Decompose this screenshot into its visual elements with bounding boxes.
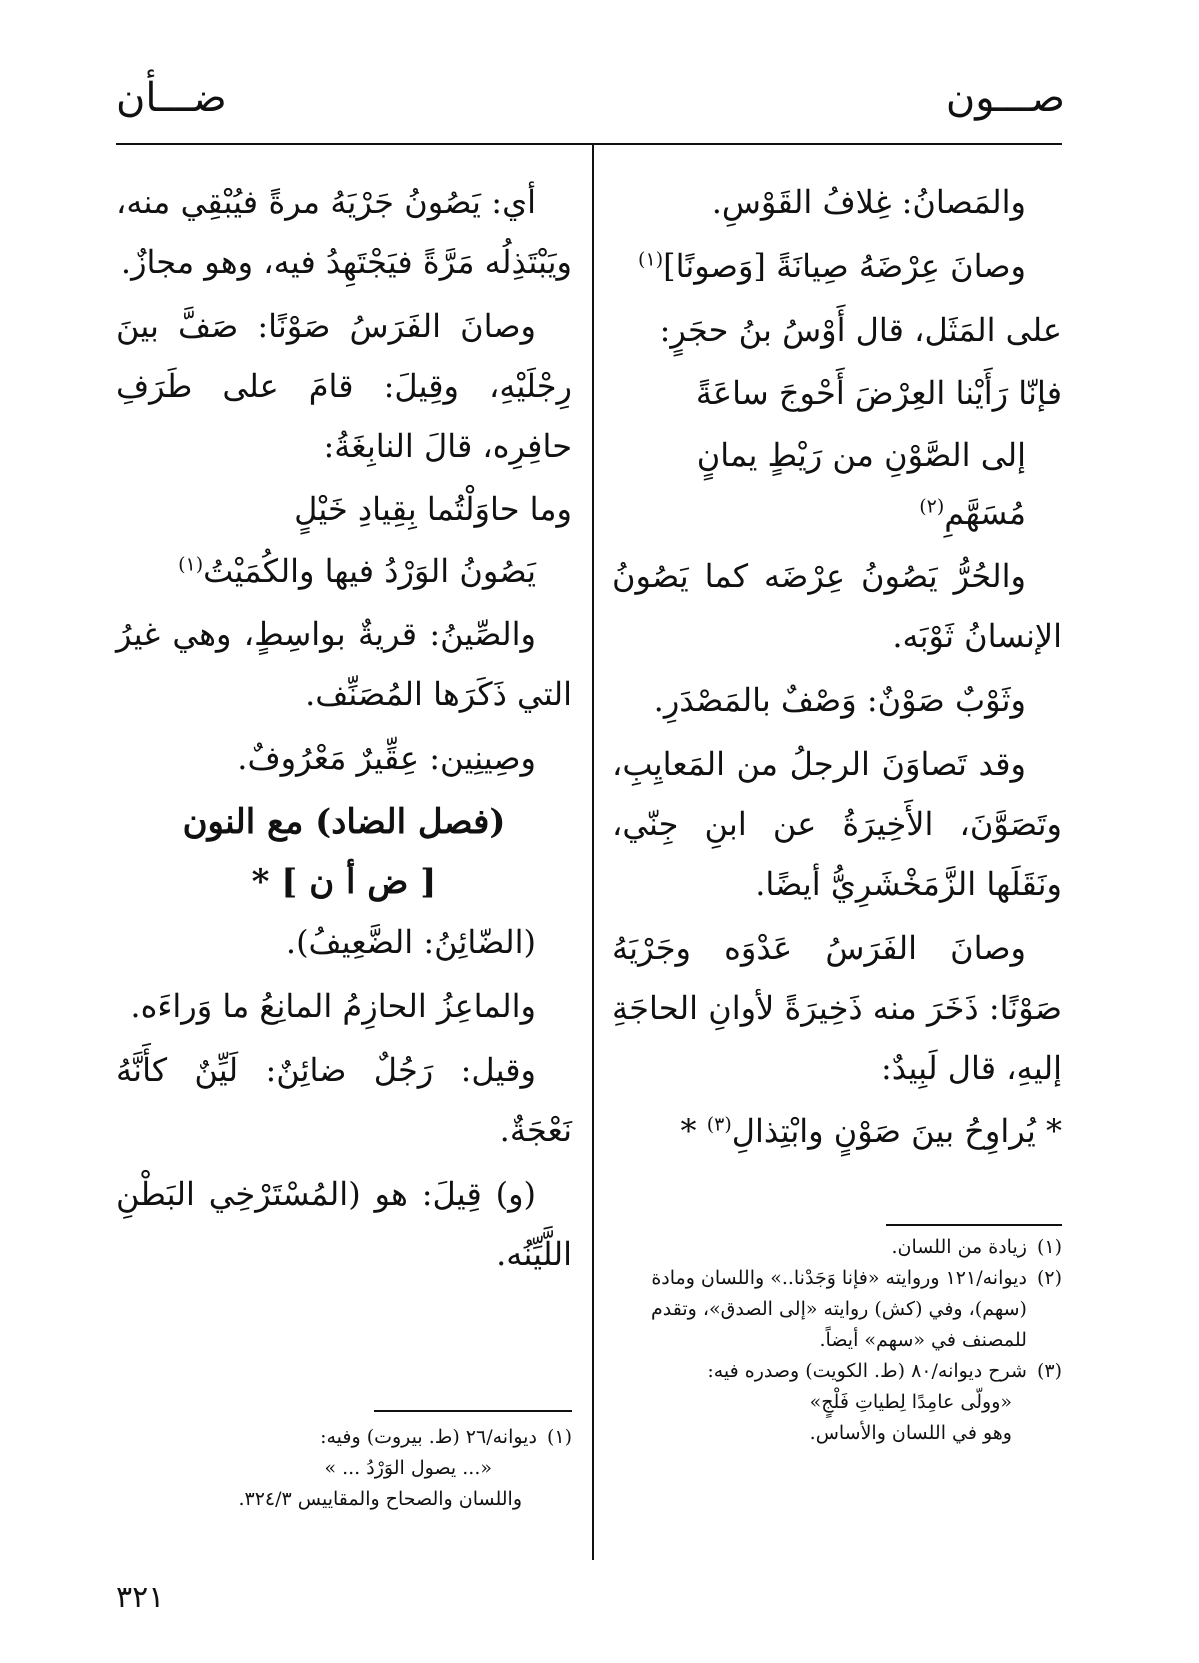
footnote-number: (٢) [1036, 1267, 1062, 1289]
right-column [612, 172, 1062, 1164]
paragraph: وصانَ الفَرَسُ عَدْوَه وجَرْيَهُ صَوْنًا: ذَخَرَ منه ذَخِيرَةً لأوانِ الحاجَةِ إليهِ، قال لَبِيدٌ: [612, 929, 1062, 1087]
footnote-marker: (٢) [919, 495, 945, 518]
page-number: ٣٢١ [116, 1580, 165, 1615]
footnote [612, 1232, 1062, 1263]
paragraph [612, 236, 1062, 296]
paragraph: (و) قِيلَ: هو (المُسْتَرْخِي البَطْنِ اللَّيِّنُه. [116, 1175, 572, 1273]
footnote-quote: «... يصول الوَرْدُ ... » [324, 1457, 492, 1479]
footnote-marker: (١) [638, 248, 664, 271]
footnote [612, 1263, 1062, 1356]
paragraph: على المَثَل، قال أَوْسُ بنُ حجَرٍ: [659, 311, 1062, 349]
verse-line [612, 426, 1062, 542]
verse-line: فإنّا رَأَيْنا العِرْضَ أَحْوجَ ساعَةً [695, 374, 1062, 412]
paragraph: والصِّينُ: قريةٌ بواسِطٍ، وهي غيرُ التي ذَكَرَها المُصَنِّف. [116, 615, 572, 713]
verse-text: يَصُونُ الوَرْدُ فيها والكُمَيْتُ [203, 552, 536, 590]
paragraph: وقد تَصاوَنَ الرجلُ من المَعايِبِ، وتَصَوَّنَ، الأَخِيرَةُ عن ابنِ جِنّي، ونَقَلَها الزَّمَخْشَرِيُّ أيضًا. [612, 745, 1062, 903]
column-divider [592, 143, 594, 1560]
footnote-number: (١) [546, 1426, 572, 1448]
running-head-right: صـــون [945, 75, 1065, 121]
footnote [116, 1422, 572, 1453]
running-head-left: ضـــأن [116, 75, 227, 121]
footnote-text: شرح ديوانه/٨٠ (ط. الكويت) وصدره فيه: [707, 1360, 1027, 1382]
paragraph: (الضّائِنُ: الضَّعِيفُ). [285, 923, 536, 961]
verse-text: * يُراوِحُ بينَ صَوْنٍ وابْتِذالِ [731, 1112, 1062, 1150]
left-column [116, 172, 572, 1288]
paragraph-text: وصانَ عِرْضَهُ صِيانَةً [وَصونًا] [663, 247, 1026, 285]
footnote-text: زيادة من اللسان. [891, 1236, 1027, 1258]
footnote-text: ديوانه/٢٦ (ط. بيروت) وفيه: [320, 1426, 537, 1448]
paragraph: والماعِزُ الحازِمُ المانِعُ ما وَراءَه. [130, 987, 536, 1025]
section-title: (فصل الضاد) مع النون [182, 802, 506, 842]
paragraph: وصِينِين: عِقِّيرٌ مَعْرُوفٌ. [237, 739, 536, 777]
footnote-text: وهو في اللسان والأساس. [809, 1422, 1012, 1444]
paragraph: والحُرُّ يَصُونُ عِرْضَه كما يَصُونُ الإنسانُ ثَوْبَه. [612, 557, 1062, 655]
footnote-text: ديوانه/١٢١ وروايته «فإنا وَجَدْنا..» واللسان ومادة (سهم)، وفي (كش) روايته «إلى الصدق»، وتقدم للمصنف في «سهم» أيضاً. [651, 1267, 1027, 1351]
paragraph: وصانَ الفَرَسُ صَوْنًا: صَفَّ بينَ رِجْلَيْهِ، وقِيلَ: قامَ على طَرَفِ حافِرِه، قالَ النابِغَةُ: [116, 307, 572, 465]
verse-end-mark: * [680, 1112, 707, 1150]
footnote-number: (١) [1036, 1236, 1062, 1258]
footnote-text: واللسان والصحاح والمقاييس ٣٢٤/٣. [238, 1488, 522, 1510]
footnote [612, 1356, 1062, 1387]
root-heading: [ ض أ ن ] * [251, 862, 437, 902]
header-rule [116, 143, 1062, 145]
footnote-number: (٣) [1036, 1360, 1062, 1382]
verse-line: وما حاوَلْتُما بِقِيادِ خَيْلٍ [294, 490, 572, 528]
paragraph: وثَوْبٌ صَوْنٌ: وَصْفٌ بالمَصْدَرِ. [653, 681, 1026, 719]
footnotes-right [612, 1232, 1062, 1449]
paragraph: والمَصانُ: غِلافُ القَوْسِ. [711, 183, 1026, 221]
footnote-quote: «وولّى عامِدًا لِطياتِ فَلْجٍ» [809, 1391, 1012, 1413]
footnote-marker: (١) [178, 553, 204, 576]
verse-text: إلى الصَّوْنِ من رَيْطٍ يمانٍ مُسَهَّمِ [696, 436, 1026, 532]
footnote-rule [374, 1410, 572, 1412]
verse-line [612, 1102, 1062, 1160]
paragraph: وقيل: رَجُلٌ ضائِنٌ: لَيِّنٌ كأَنَّهُ نَعْجَةٌ. [116, 1051, 572, 1149]
footnotes-left [116, 1422, 572, 1515]
verse-line [116, 542, 572, 600]
paragraph: أي: يَصُونُ جَرْيَهُ مرةً فيُبْقِي منه، ويَبْتَذِلُه مَرَّةً فيَجْتَهِدُ فيه، وهو مجازٌ. [116, 183, 572, 281]
footnote-marker: (٣) [706, 1113, 732, 1136]
footnote-rule [886, 1224, 1062, 1226]
